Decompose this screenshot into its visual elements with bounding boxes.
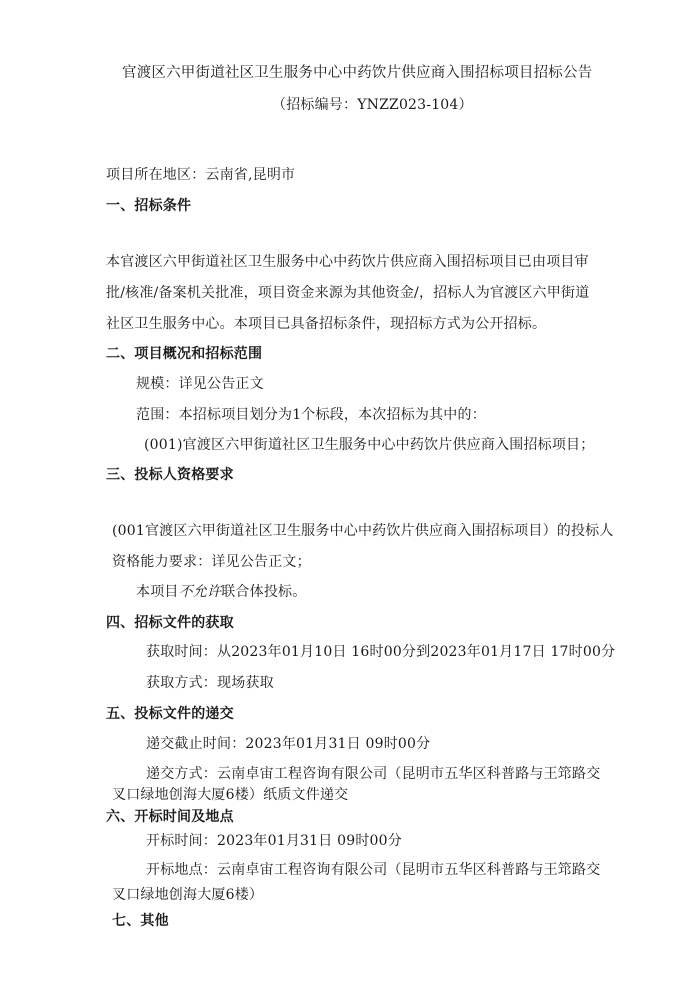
s5-method-line-1: 递交方式：云南卓宙工程咨询有限公司（昆明市五华区科普路与王筇路交 bbox=[146, 766, 601, 782]
section-heading-5: 五、投标文件的递交 bbox=[106, 706, 234, 722]
document-title: 官渡区六甲街道社区卫生服务中心中药饮片供应商入围招标项目招标公告 bbox=[122, 65, 593, 81]
s5-deadline: 递交截止时间：2023年01月31日 09时00分 bbox=[146, 736, 431, 752]
s3-consortium-note bbox=[136, 583, 306, 601]
s4-acquire-method: 获取方式：现场获取 bbox=[146, 675, 274, 691]
s3-paragraph-line-1: (001官渡区六甲街道社区卫生服务中心中药饮片供应商入围招标项目）的投标人 bbox=[112, 523, 614, 539]
s1-paragraph-line-2: 批/核准/备案机关批准，项目资金来源为其他资金/，招标人为官渡区六甲街道 bbox=[106, 285, 590, 301]
s2-scope: 范围：本招标项目划分为1个标段，本次招标为其中的： bbox=[136, 407, 486, 423]
project-region: 项目所在地区：云南省,昆明市 bbox=[106, 167, 296, 183]
section-heading-2: 二、项目概况和招标范围 bbox=[106, 346, 263, 362]
section-heading-7: 七、其他 bbox=[112, 913, 169, 929]
s3-note-prefix: 本项目 bbox=[136, 584, 179, 600]
section-heading-3: 三、投标人资格要求 bbox=[106, 467, 234, 483]
s2-scale: 规模：详见公告正文 bbox=[136, 376, 264, 392]
s3-paragraph-line-2: 资格能力要求：详见公告正文； bbox=[112, 554, 311, 570]
s3-note-suffix: 联合体投标。 bbox=[221, 584, 307, 600]
s4-acquire-time: 获取时间：从2023年01月10日 16时00分到2023年01月17日 17时00分 bbox=[146, 644, 616, 660]
s5-method-line-2: 叉口绿地创海大厦6楼）纸质文件递交 bbox=[112, 787, 349, 803]
tender-code: （招标编号：YNZZ023-104） bbox=[272, 97, 473, 113]
s6-open-place-line-2: 叉口绿地创海大厦6楼） bbox=[112, 887, 264, 903]
section-heading-1: 一、招标条件 bbox=[106, 198, 192, 214]
s3-note-not-allowed: 不允许 bbox=[178, 584, 222, 600]
s1-paragraph-line-3: 社区卫生服务中心。本项目已具备招标条件，现招标方式为公开招标。 bbox=[106, 316, 547, 332]
s6-open-place-line-1: 开标地点：云南卓宙工程咨询有限公司（昆明市五华区科普路与王筇路交 bbox=[146, 862, 601, 878]
s2-lot: (001)官渡区六甲街道社区卫生服务中心中药饮片供应商入围招标项目； bbox=[144, 437, 595, 453]
s6-open-time: 开标时间：2023年01月31日 09时00分 bbox=[146, 833, 402, 849]
section-heading-4: 四、招标文件的获取 bbox=[106, 615, 234, 631]
section-heading-6: 六、开标时间及地点 bbox=[106, 809, 234, 825]
s1-paragraph-line-1: 本官渡区六甲街道社区卫生服务中心中药饮片供应商入围招标项目已由项目审 bbox=[106, 254, 589, 270]
